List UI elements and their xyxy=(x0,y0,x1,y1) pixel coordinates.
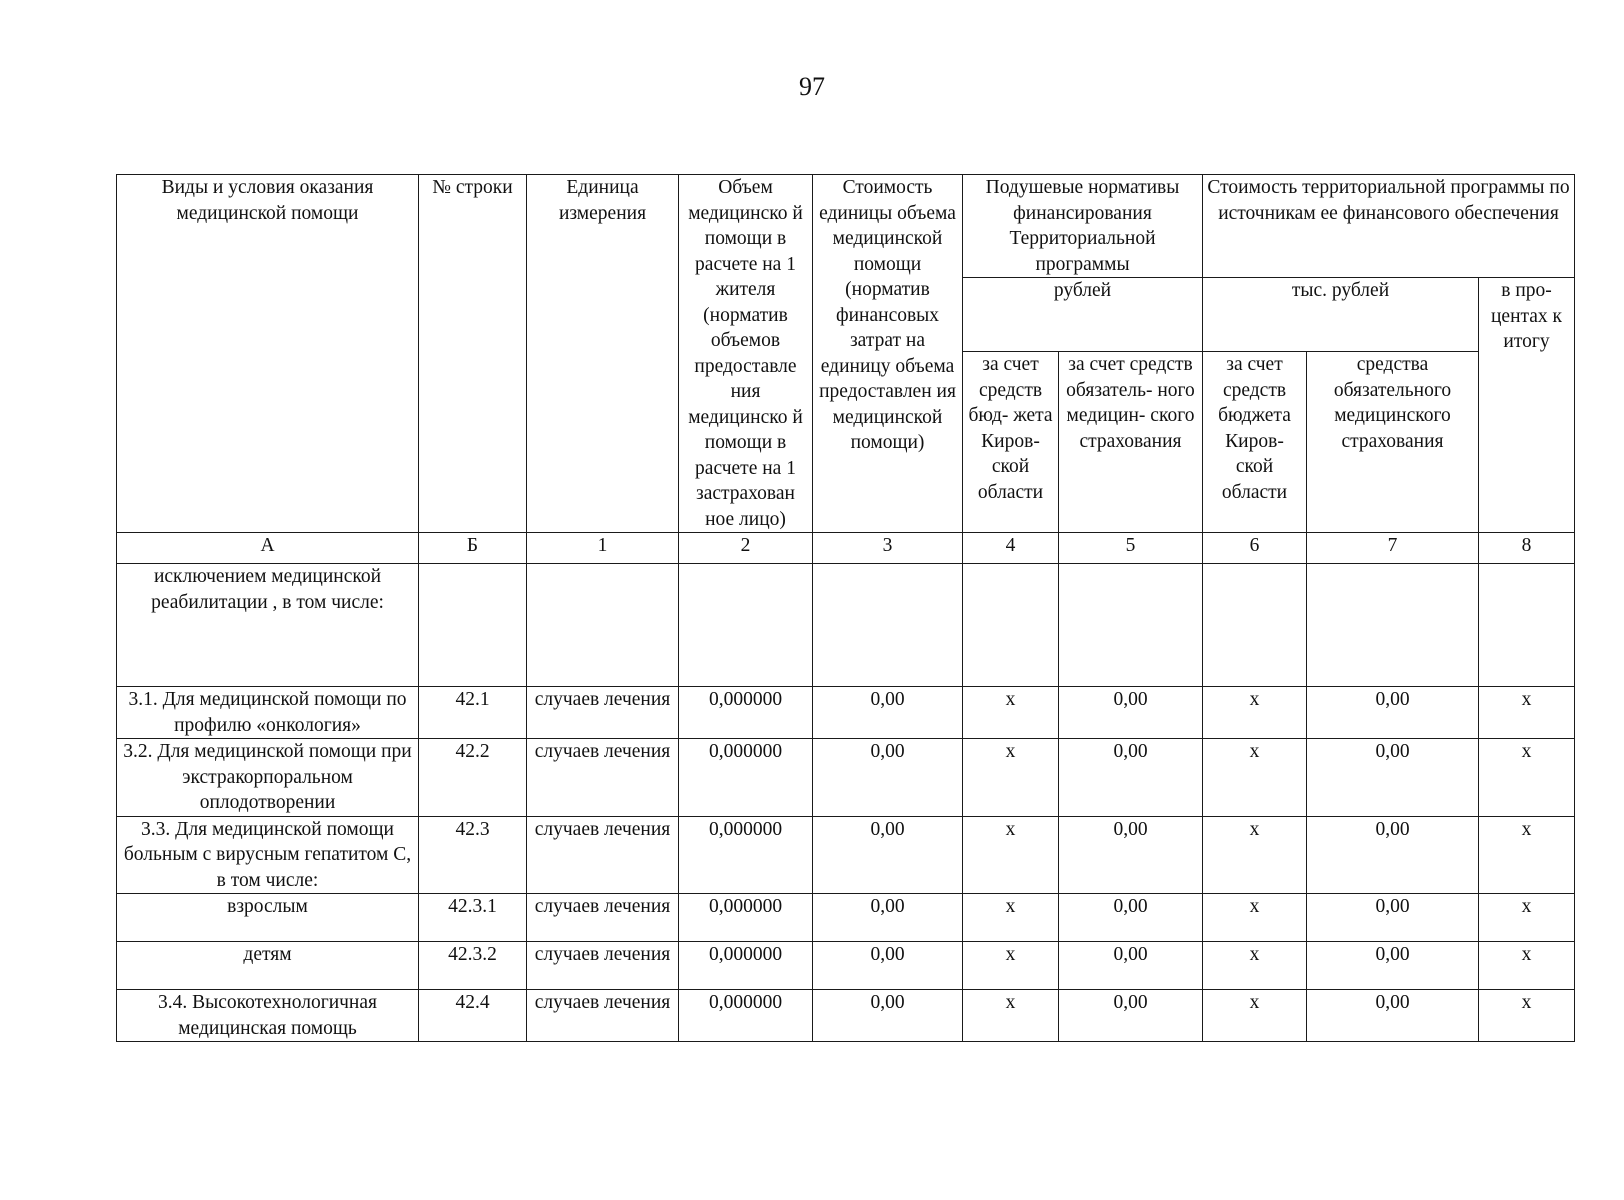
row-oms-cost: 0,00 xyxy=(1307,816,1479,894)
row-percent: х xyxy=(1479,687,1575,739)
row-unit: случаев лечения xyxy=(527,990,679,1042)
row-percent: х xyxy=(1479,894,1575,942)
row-regional-budget-per-capita: х xyxy=(963,687,1059,739)
row-volume: 0,000000 xyxy=(679,816,813,894)
header-unit: Единица измерения xyxy=(527,175,679,533)
row-oms-cost: 0,00 xyxy=(1307,739,1479,817)
financing-table xyxy=(116,174,1575,1042)
empty-cell xyxy=(1479,564,1575,687)
row-oms-cost: 0,00 xyxy=(1307,687,1479,739)
row-name: 3.4. Высокотехнологичная медицинская помощь xyxy=(117,990,419,1042)
column-index-cell: 3 xyxy=(813,533,963,564)
row-regional-budget-per-capita: х xyxy=(963,942,1059,990)
header-regional-budget-cost: за счет средств бюджета Киров- ской области xyxy=(1203,352,1307,533)
row-regional-budget-cost: х xyxy=(1203,687,1307,739)
page-number: 97 xyxy=(799,72,825,101)
table-row xyxy=(117,687,1575,739)
row-name: 3.2. Для медицинской помощи при экстракорпоральном оплодотворении xyxy=(117,739,419,817)
row-volume: 0,000000 xyxy=(679,942,813,990)
row-oms-per-capita: 0,00 xyxy=(1059,990,1203,1042)
column-index-cell: 1 xyxy=(527,533,679,564)
row-name: 3.3. Для медицинской помощи больным с вирусным гепатитом С, в том числе: xyxy=(117,816,419,894)
intro-text: исключением медицинской реабилитации , в том числе: xyxy=(117,564,419,687)
row-percent: х xyxy=(1479,739,1575,817)
row-regional-budget-per-capita: х xyxy=(963,816,1059,894)
empty-cell xyxy=(963,564,1059,687)
row-unit: случаев лечения xyxy=(527,816,679,894)
row-regional-budget-cost: х xyxy=(1203,942,1307,990)
row-oms-cost: 0,00 xyxy=(1307,990,1479,1042)
empty-cell xyxy=(1059,564,1203,687)
row-volume: 0,000000 xyxy=(679,990,813,1042)
row-unit-cost: 0,00 xyxy=(813,990,963,1042)
column-index-cell: А xyxy=(117,533,419,564)
row-regional-budget-per-capita: х xyxy=(963,990,1059,1042)
header-unit-thousand-rub: тыс. рублей xyxy=(1203,278,1479,352)
column-index-cell: 2 xyxy=(679,533,813,564)
row-unit-cost: 0,00 xyxy=(813,739,963,817)
empty-cell xyxy=(1307,564,1479,687)
row-regional-budget-per-capita: х xyxy=(963,894,1059,942)
table-row xyxy=(117,739,1575,817)
column-index-row xyxy=(117,533,1575,564)
column-index-cell: 8 xyxy=(1479,533,1575,564)
row-unit: случаев лечения xyxy=(527,687,679,739)
row-oms-cost: 0,00 xyxy=(1307,942,1479,990)
row-oms-per-capita: 0,00 xyxy=(1059,816,1203,894)
row-regional-budget-per-capita: х xyxy=(963,739,1059,817)
header-volume: Объем медицинско й помощи в расчете на 1 жителя (норматив объемов предоставле ния медицинско й помощи в расчете на 1 застрахован ное лицо) xyxy=(679,175,813,533)
row-volume: 0,000000 xyxy=(679,894,813,942)
row-unit-cost: 0,00 xyxy=(813,816,963,894)
header-program-cost-group: Стоимость территориальной программы по источникам ее финансового обеспечения xyxy=(1203,175,1575,278)
row-oms-per-capita: 0,00 xyxy=(1059,687,1203,739)
header-kinds-conditions: Виды и условия оказания медицинской помощи xyxy=(117,175,419,533)
empty-cell xyxy=(1203,564,1307,687)
header-oms-per-capita: за счет средств обязатель- ного медицин- ского страхования xyxy=(1059,352,1203,533)
row-unit-cost: 0,00 xyxy=(813,687,963,739)
row-volume: 0,000000 xyxy=(679,739,813,817)
table-header xyxy=(117,175,1575,533)
header-regional-budget-per-capita: за счет средств бюд- жета Киров- ской области xyxy=(963,352,1059,533)
empty-cell xyxy=(813,564,963,687)
header-per-capita-group: Подушевые нормативы финансирования Территориальной программы xyxy=(963,175,1203,278)
row-percent: х xyxy=(1479,990,1575,1042)
row-unit: случаев лечения xyxy=(527,894,679,942)
row-line-number: 42.3.2 xyxy=(419,942,527,990)
header-oms-cost: средства обязательного медицинского страхования xyxy=(1307,352,1479,533)
row-line-number: 42.3 xyxy=(419,816,527,894)
table-row xyxy=(117,942,1575,990)
column-index-cell: 4 xyxy=(963,533,1059,564)
table-row xyxy=(117,816,1575,894)
table-row xyxy=(117,894,1575,942)
row-unit: случаев лечения xyxy=(527,739,679,817)
row-oms-per-capita: 0,00 xyxy=(1059,942,1203,990)
empty-cell xyxy=(679,564,813,687)
row-name: детям xyxy=(117,942,419,990)
row-line-number: 42.3.1 xyxy=(419,894,527,942)
row-line-number: 42.4 xyxy=(419,990,527,1042)
row-regional-budget-cost: х xyxy=(1203,894,1307,942)
header-percent-of-total: в про- центах к итогу xyxy=(1479,278,1575,533)
row-percent: х xyxy=(1479,816,1575,894)
row-unit-cost: 0,00 xyxy=(813,942,963,990)
column-index-cell: 5 xyxy=(1059,533,1203,564)
row-line-number: 42.2 xyxy=(419,739,527,817)
row-volume: 0,000000 xyxy=(679,687,813,739)
row-name: 3.1. Для медицинской помощи по профилю «онкология» xyxy=(117,687,419,739)
row-name: взрослым xyxy=(117,894,419,942)
row-regional-budget-cost: х xyxy=(1203,816,1307,894)
row-oms-cost: 0,00 xyxy=(1307,894,1479,942)
row-unit-cost: 0,00 xyxy=(813,894,963,942)
row-regional-budget-cost: х xyxy=(1203,990,1307,1042)
header-line-number: № строки xyxy=(419,175,527,533)
row-oms-per-capita: 0,00 xyxy=(1059,739,1203,817)
row-percent: х xyxy=(1479,942,1575,990)
row-unit: случаев лечения xyxy=(527,942,679,990)
column-index-cell: 6 xyxy=(1203,533,1307,564)
table-row xyxy=(117,990,1575,1042)
header-unit-rub: рублей xyxy=(963,278,1203,352)
column-index-cell: 7 xyxy=(1307,533,1479,564)
empty-cell xyxy=(419,564,527,687)
row-regional-budget-cost: х xyxy=(1203,739,1307,817)
intro-row xyxy=(117,564,1575,687)
row-oms-per-capita: 0,00 xyxy=(1059,894,1203,942)
row-line-number: 42.1 xyxy=(419,687,527,739)
column-index-cell: Б xyxy=(419,533,527,564)
table-body xyxy=(117,533,1575,1042)
empty-cell xyxy=(527,564,679,687)
header-unit-cost: Стоимость единицы объема медицинской помощи (норматив финансовых затрат на единицу объема предоставлен ия медицинской помощи) xyxy=(813,175,963,533)
